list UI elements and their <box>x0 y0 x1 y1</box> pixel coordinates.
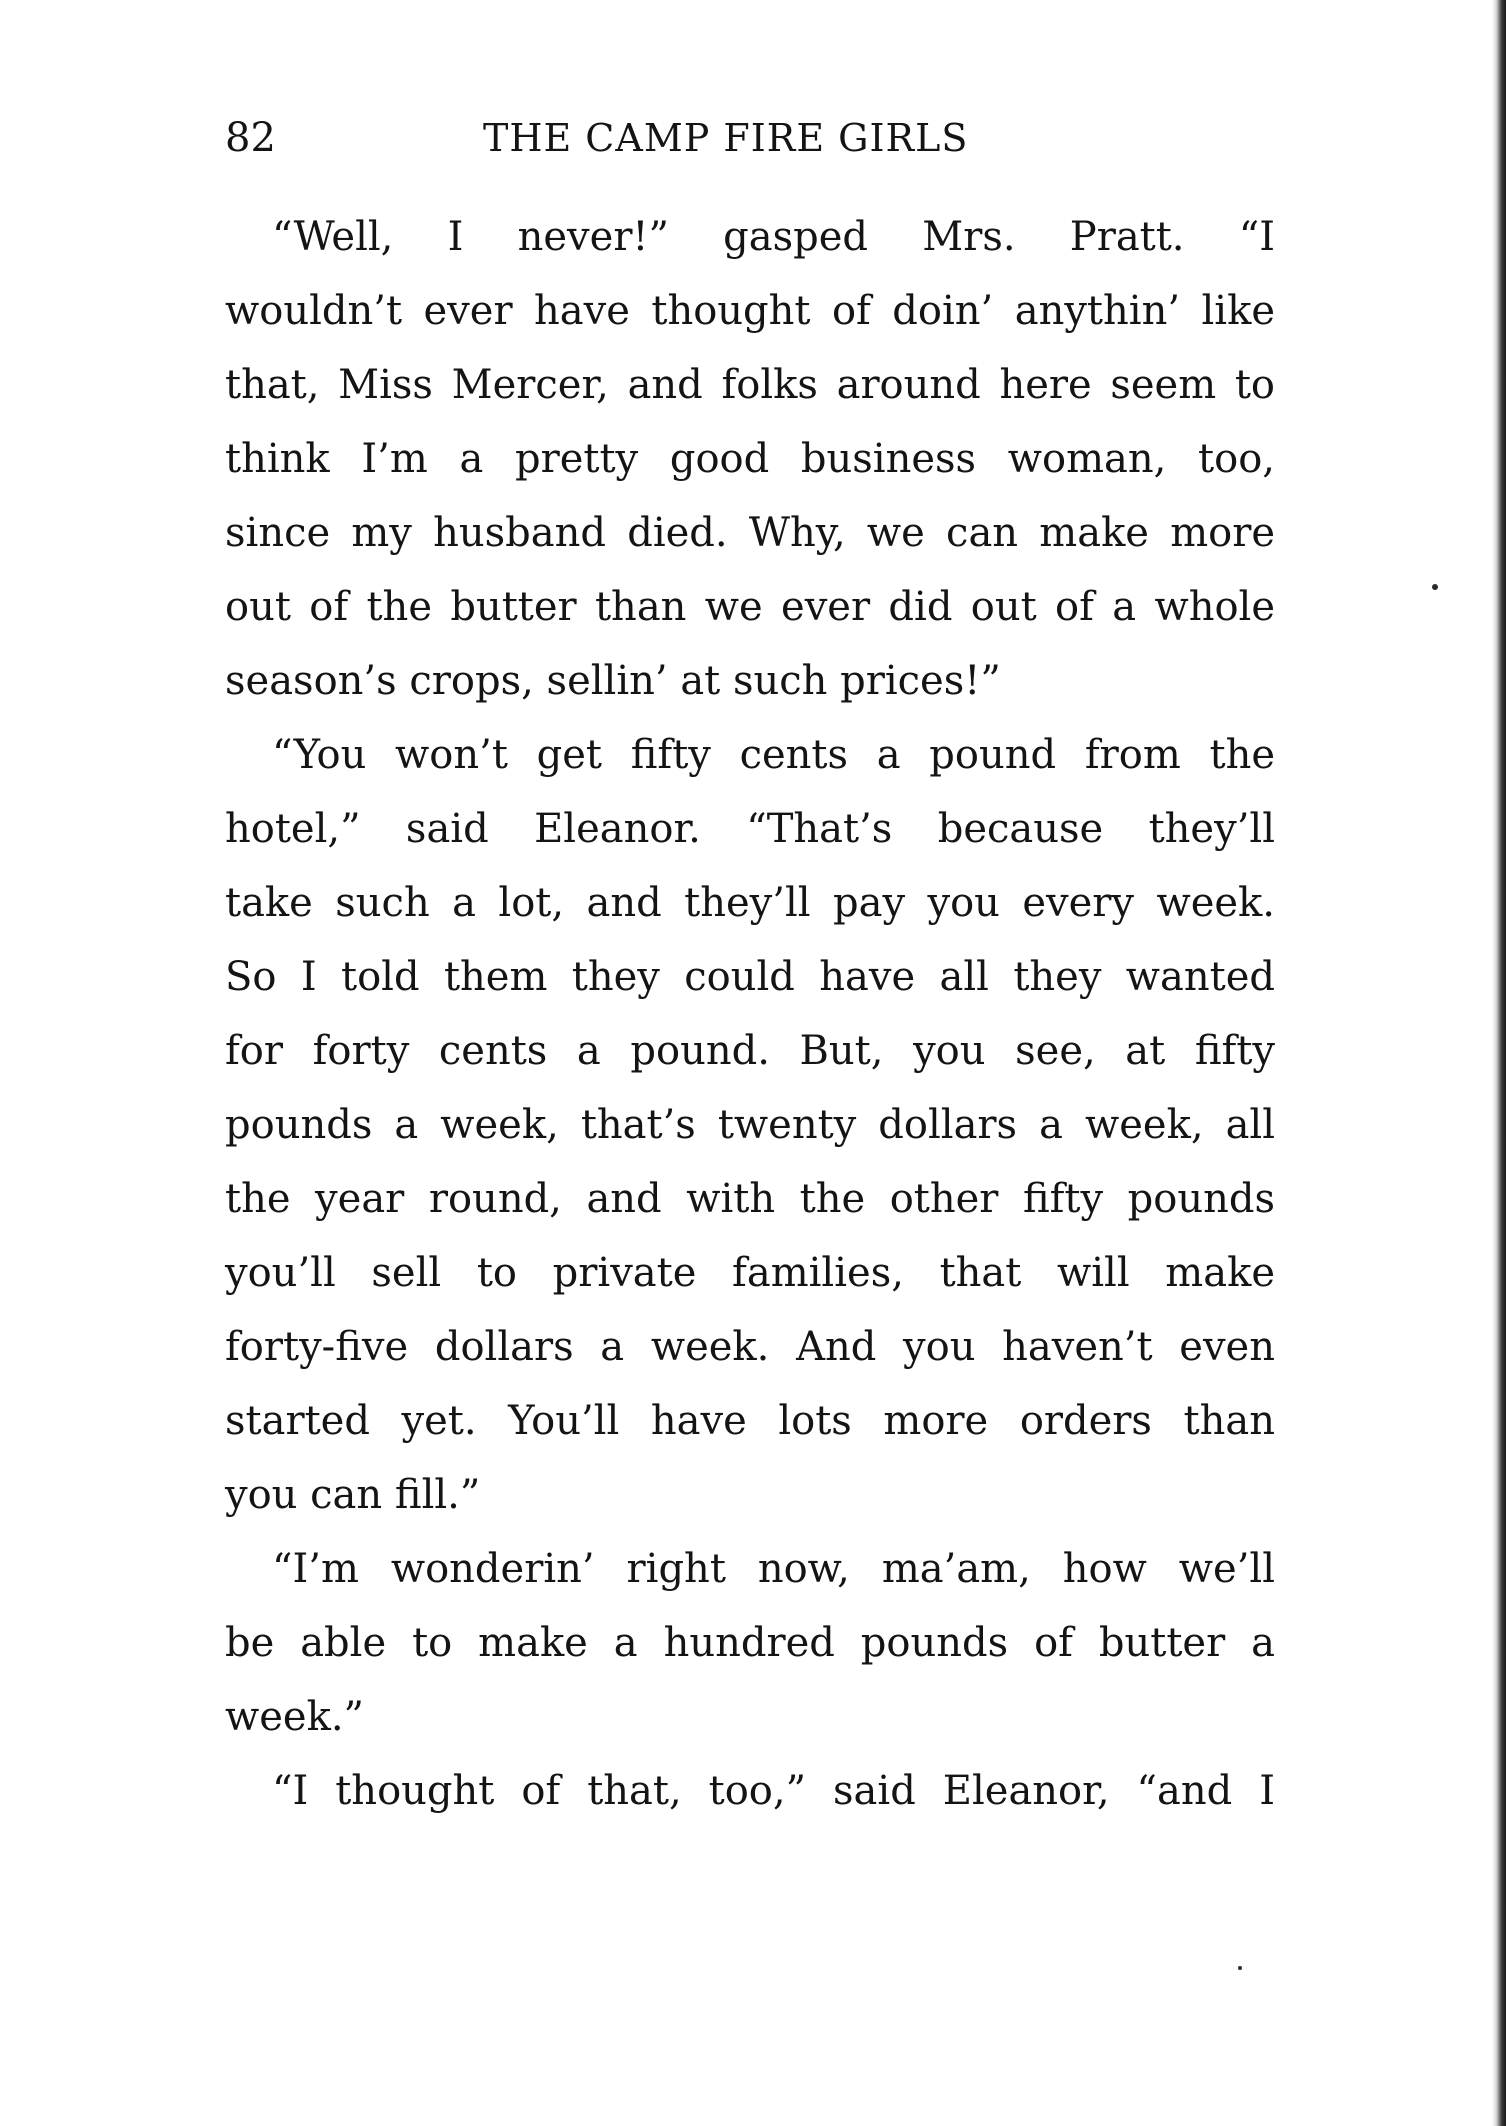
text-line: started yet. You’ll have lots more orders than <box>225 1398 1275 1444</box>
text-line: the year round, and with the other fifty pounds <box>225 1176 1275 1222</box>
text-line: pounds a week, that’s twenty dollars a week, all <box>225 1102 1275 1148</box>
page-number: 82 <box>225 115 276 161</box>
text-line: “Well, I never!” gasped Mrs. Pratt. “I <box>272 214 1275 260</box>
text-line: season’s crops, sellin’ at such prices!” <box>225 658 1001 704</box>
page-header <box>225 108 1275 168</box>
paragraph <box>225 1532 1275 1754</box>
text-line: So I told them they could have all they wanted <box>225 954 1275 1000</box>
text-line: since my husband died. Why, we can make more <box>225 510 1275 556</box>
scan-speck <box>1238 1966 1242 1970</box>
page-edge-shadow <box>1492 0 1506 2126</box>
text-line: hotel,” said Eleanor. “That’s because they’ll <box>225 806 1275 852</box>
text-line: be able to make a hundred pounds of butter a <box>225 1620 1275 1666</box>
text-line: week.” <box>225 1694 364 1740</box>
text-line: “I’m wonderin’ right now, ma’am, how we’ll <box>272 1546 1275 1592</box>
text-line: forty-five dollars a week. And you haven’t even <box>225 1324 1275 1370</box>
text-line: out of the butter than we ever did out of a whole <box>225 584 1275 630</box>
body-text <box>225 200 1275 1828</box>
paragraph <box>225 200 1275 718</box>
text-line: you’ll sell to private families, that will make <box>225 1250 1275 1296</box>
text-line: “You won’t get fifty cents a pound from the <box>272 732 1275 778</box>
paragraph <box>225 718 1275 1532</box>
text-line: wouldn’t ever have thought of doin’ anythin’ like <box>225 288 1275 334</box>
text-line: “I thought of that, too,” said Eleanor, “and I <box>272 1768 1275 1814</box>
paragraph <box>225 1754 1275 1828</box>
text-line: think I’m a pretty good business woman, too, <box>225 436 1275 482</box>
scan-speck <box>1432 584 1438 590</box>
text-line: that, Miss Mercer, and folks around here seem to <box>225 362 1275 408</box>
running-title: THE CAMP FIRE GIRLS <box>483 116 969 160</box>
text-line: take such a lot, and they’ll pay you every week. <box>225 880 1275 926</box>
text-line: you can fill.” <box>225 1472 481 1518</box>
text-line: for forty cents a pound. But, you see, at fifty <box>225 1028 1275 1074</box>
